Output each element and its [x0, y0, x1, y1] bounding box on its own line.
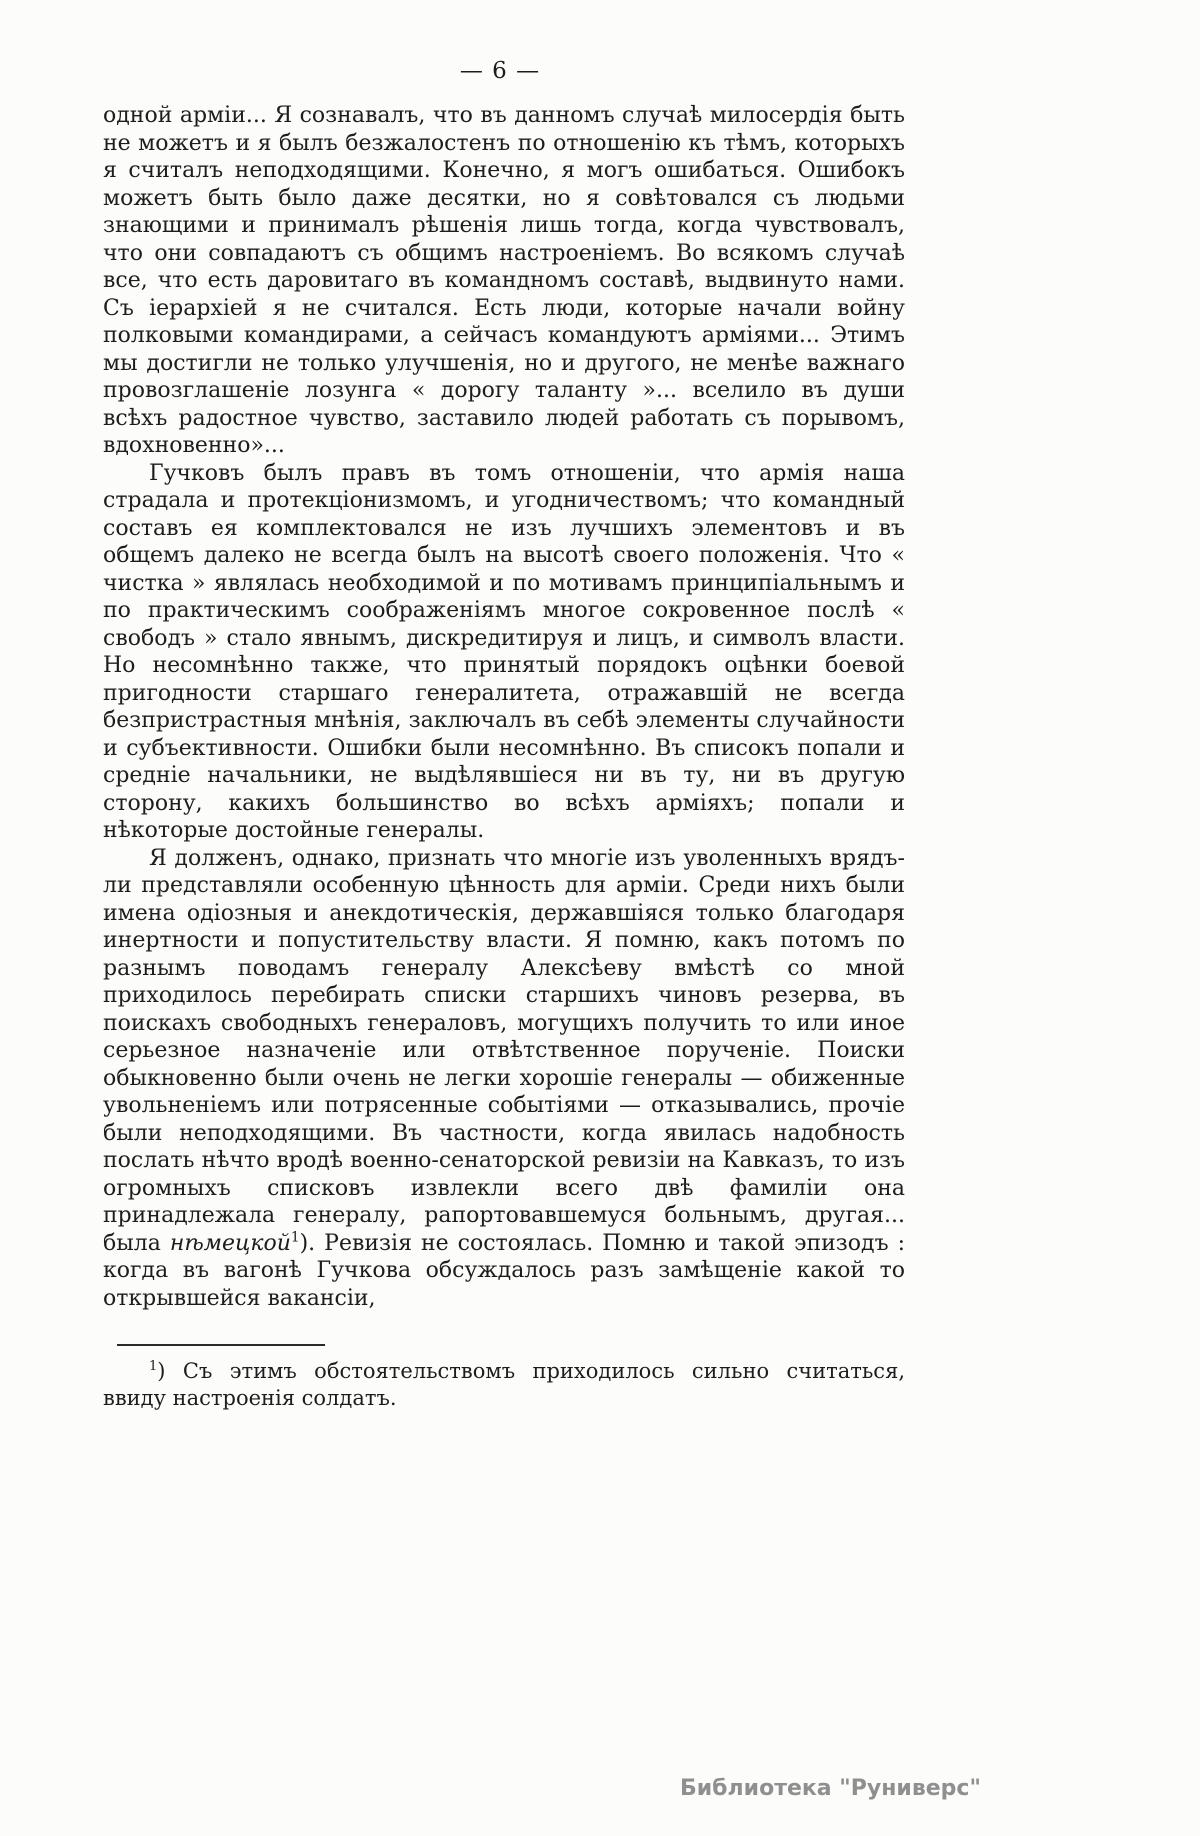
text-segment: ) Съ этимъ обстоятельствомъ приходилось сильно считаться, ввиду настроенія солдатъ.	[103, 1359, 905, 1410]
paragraph	[103, 845, 905, 1313]
text-segment: нѣмецкой	[169, 1230, 291, 1256]
footnote-section	[103, 1344, 905, 1412]
footnote	[103, 1358, 905, 1412]
text-segment: Я долженъ, однако, признать что многіе изъ уволенныхъ врядъ-ли представляли особенную цѣнность для арміи. Среди нихъ были имена одіозныя и анекдотическія, державшіяся только благодаря инертности и попустительству власти. Я помню, какъ потомъ по разнымъ поводамъ генералу Алексѣеву вмѣстѣ со мной приходилось перебирать списки старшихъ чиновъ резерва, въ поискахъ свободныхъ генераловъ, могущихъ получить то или иное серьезное назначеніе или отвѣтственное порученіе. Поиски обыкновенно были очень не легки хорошіе генералы — обиженные увольненіемъ или потрясенные событіями — отказывались, прочіе были неподходящими. Въ частности, когда явилась надобность послать нѣчто вродѣ военно-сенаторской ревизіи на Кавказъ, то изъ огромныхъ списковъ извлекли всего двѣ фамиліи она принадлежала генералу, рапортовавшемуся больнымъ, другая... была	[103, 845, 905, 1256]
page-number: — 6 —	[459, 58, 541, 84]
text-segment: ). Ревизія не состоялась. Помню и такой эпизодъ : когда въ вагонѣ Гучкова обсуждалось разъ замѣщеніе какой то открывшейся вакансіи,	[103, 1230, 905, 1311]
footnote-marker: 1	[149, 1359, 158, 1374]
text-segment: Гучковъ былъ правъ въ томъ отношеніи, что армія наша страдала и протекціонизмомъ, и угодничествомъ; что командный составъ ея комплектовался не изъ лучшихъ элементовъ и въ общемъ далеко не всегда былъ на высотѣ своего положенія. Что « чистка » являлась необходимой и по мотивамъ принципіальнымъ и по практическимъ соображеніямъ многое сокровенное послѣ « свободъ » стало явнымъ, дискредитируя и лицъ, и символъ власти. Но несомнѣнно также, что принятый порядокъ оцѣнки боевой пригодности старшаго генералитета, отражавшій не всегда безпристрастныя мнѣнія, заключалъ въ себѣ элементы случайности и субъективности. Ошибки были несомнѣнно. Въ списокъ попали и средніе начальники, не выдѣлявшіеся ни въ ту, ни въ другую сторону, какихъ большинство во всѣхъ арміяхъ; попали и нѣкоторые достойные генералы.	[103, 460, 905, 843]
paragraph	[103, 460, 905, 845]
page-content	[103, 102, 905, 1412]
footnote-divider	[117, 1344, 325, 1346]
text-segment: одной арміи... Я сознавалъ, что въ данномъ случаѣ милосердія быть не можетъ и я былъ безжалостенъ по отношенію къ тѣмъ, которыхъ я считалъ неподходящими. Конечно, я могъ ошибаться. Ошибокъ можетъ быть было даже десятки, но я совѣтовался съ людьми знающими и принималъ рѣшенія лишь тогда, когда чувствовалъ, что они совпадаютъ съ общимъ настроеніемъ. Во всякомъ случаѣ все, что есть даровитаго въ командномъ составѣ, выдвинуто нами. Съ іерархіей я не считался. Есть люди, которые начали войну полковыми командирами, а сейчасъ командуютъ арміями... Этимъ мы достигли не только улучшенія, но и другого, не менѣе важнаго провозглашеніе лозунга « дорогу таланту »... вселило въ души всѣхъ радостное чувство, заставило людей работать съ порывомъ, вдохновенно»...	[103, 103, 905, 458]
text-block	[103, 102, 905, 1312]
library-watermark: Библиотека "Руниверс"	[680, 1776, 981, 1801]
footnote-marker: 1	[290, 1229, 300, 1246]
paragraph	[103, 102, 905, 460]
